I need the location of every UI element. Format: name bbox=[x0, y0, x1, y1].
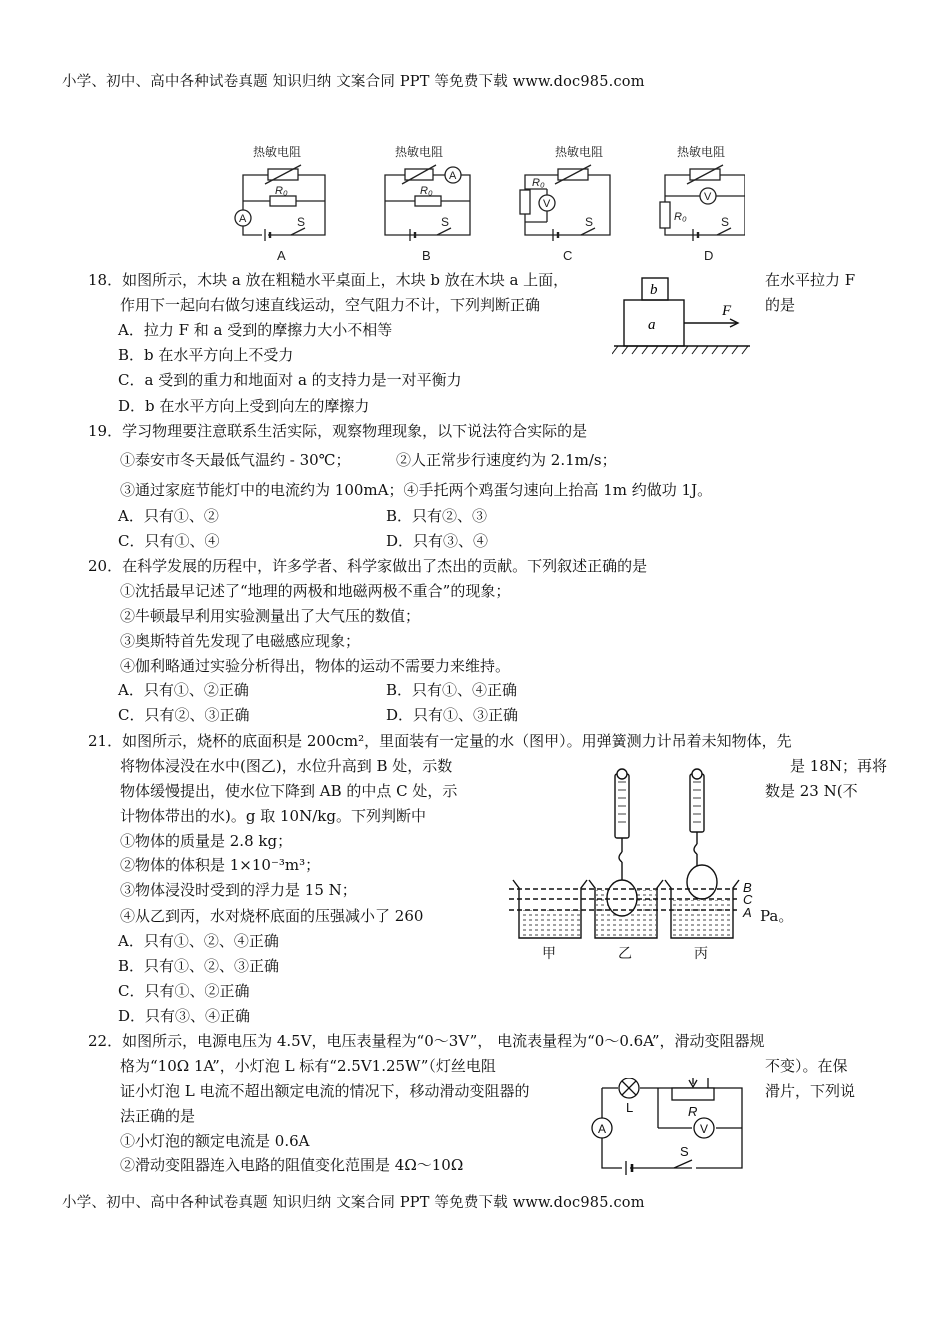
q19-option-d: D．只有③、④ bbox=[386, 532, 489, 550]
r0-label-c: R₀ bbox=[532, 177, 545, 189]
q22-line2-end: 不变）。在保 bbox=[765, 1057, 848, 1075]
level-a-label: A bbox=[743, 905, 752, 920]
q22-line1: 22．如图所示，电源电压为 4.5V，电压表量程为“0～3V”， 电流表量程为“0～0.6A”，滑动变阻器规 bbox=[88, 1032, 765, 1050]
q20-stem: 20．在科学发展的历程中，许多学者、科学家做出了杰出的贡献。下列叙述正确的是 bbox=[88, 557, 648, 575]
q21-statement-4-end: Pa。 bbox=[760, 907, 794, 925]
q21-line2: 将物体浸没在水中(图乙)，水位升高到 B 处，示数 bbox=[120, 757, 453, 775]
beaker-yi-label: 乙 bbox=[618, 945, 632, 961]
switch-label-d: S bbox=[721, 215, 730, 229]
option-label-a: A bbox=[277, 248, 286, 263]
q18-block-figure bbox=[612, 274, 752, 360]
level-b-label: B bbox=[743, 880, 752, 895]
q22-line3-end: 滑片，下列说 bbox=[765, 1082, 856, 1100]
q21-option-d: D．只有③、④正确 bbox=[118, 1007, 251, 1025]
q22-line3: 证小灯泡 L 电流不超出额定电流的情况下，移动滑动变阻器的 bbox=[120, 1082, 530, 1100]
q19-statement-1: ①泰安市冬天最低气温约 - 30℃； bbox=[120, 451, 351, 469]
q19-stem: 19．学习物理要注意联系生活实际，观察物理现象，以下说法符合实际的是 bbox=[88, 422, 588, 440]
block-a-label: a bbox=[648, 317, 656, 333]
option-label-d: D bbox=[704, 248, 714, 263]
page-footer: 小学、初中、高中各种试卷真题 知识归纳 文案合同 PPT 等免费下载 www.doc985.com bbox=[62, 1195, 645, 1211]
voltmeter-label-d: V bbox=[704, 191, 712, 203]
q21-line2-end: 是 18N；再将 bbox=[790, 757, 887, 775]
q18-option-d: D．b 在水平方向上受到向左的摩擦力 bbox=[118, 397, 370, 415]
q20-option-d: D．只有①、③正确 bbox=[386, 706, 519, 724]
q21-option-c: C．只有①、②正确 bbox=[118, 982, 250, 1000]
q18-option-c: C．a 受到的重力和地面对 a 的支持力是一对平衡力 bbox=[118, 371, 462, 389]
q19-option-a: A．只有①、② bbox=[118, 507, 219, 525]
q21-statement-4: ④从乙到丙，水对烧杯底面的压强减小了 260 bbox=[120, 907, 424, 925]
q20-option-a: A．只有①、②正确 bbox=[118, 681, 249, 699]
r0-label-d: R₀ bbox=[674, 211, 687, 223]
q21-line3: 物体缓慢提出，使水位下降到 AB 的中点 C 处，示 bbox=[120, 782, 458, 800]
q19-option-b: B．只有②、③ bbox=[386, 507, 488, 525]
ammeter-label-a: A bbox=[239, 213, 247, 225]
level-c-label: C bbox=[743, 892, 753, 907]
option-label-c: C bbox=[563, 248, 573, 263]
voltmeter-label-c: V bbox=[543, 198, 551, 210]
force-f-label: F bbox=[722, 303, 732, 319]
switch-label-a: S bbox=[297, 215, 306, 229]
ammeter-label: A bbox=[598, 1122, 607, 1136]
q21-statement-2: ②物体的体积是 1×10⁻³m³； bbox=[120, 856, 321, 874]
q18-line2: 作用下一起向右做匀速直线运动，空气阻力不计，下列判断正确 bbox=[120, 296, 541, 314]
q20-option-c: C．只有②、③正确 bbox=[118, 706, 250, 724]
switch-label-c: S bbox=[585, 215, 594, 229]
block-b-label: b bbox=[650, 282, 658, 298]
q21-line4: 计物体带出的水)。g 取 10N/kg。下列判断中 bbox=[120, 807, 426, 825]
q22-line4: 法正确的是 bbox=[120, 1107, 196, 1125]
q21-beaker-figure bbox=[505, 768, 757, 968]
thermistor-label-b: 热敏电阻 bbox=[395, 145, 444, 159]
q20-statement-1: ①沈括最早记述了“地理的两极和地磁两极不重合”的现象； bbox=[120, 582, 511, 600]
beaker-jia-label: 甲 bbox=[542, 945, 556, 961]
lamp-l-label: L bbox=[626, 1100, 634, 1115]
switch-label-b: S bbox=[441, 215, 450, 229]
thermistor-label-d: 热敏电阻 bbox=[677, 145, 726, 159]
q21-statement-3: ③物体浸没时受到的浮力是 15 N； bbox=[120, 881, 357, 899]
switch-s-label: S bbox=[680, 1144, 689, 1159]
page-header: 小学、初中、高中各种试卷真题 知识归纳 文案合同 PPT 等免费下载 www.doc985.com bbox=[62, 74, 645, 90]
ammeter-label-b: A bbox=[449, 170, 457, 182]
q18-option-a: A．拉力 F 和 a 受到的摩擦力大小不相等 bbox=[118, 321, 393, 339]
option-label-b: B bbox=[422, 248, 431, 263]
q22-circuit-figure bbox=[588, 1078, 748, 1178]
q20-statement-4: ④伽利略通过实验分析得出，物体的运动不需要力来维持。 bbox=[120, 657, 511, 675]
q18-line1: 18．如图所示，木块 a 放在粗糙水平桌面上，木块 b 放在木块 a 上面， bbox=[88, 271, 569, 289]
q22-statement-2: ②滑动变阻器连入电路的阻值变化范围是 4Ω～10Ω bbox=[120, 1156, 464, 1174]
q22-statement-1: ①小灯泡的额定电流是 0.6A bbox=[120, 1132, 310, 1150]
rheostat-r-label: R bbox=[688, 1104, 698, 1119]
thermistor-label-a: 热敏电阻 bbox=[253, 145, 302, 159]
q19-statement-3: ③通过家庭节能灯中的电流约为 100mA；④手托两个鸡蛋匀速向上抬高 1m 约做功 1J。 bbox=[120, 481, 713, 499]
q21-line1: 21．如图所示，烧杯的底面积是 200cm²，里面装有一定量的水（图甲）。用弹簧测力计吊着未知物体，先 bbox=[88, 732, 792, 750]
q19-option-c: C．只有①、④ bbox=[118, 532, 220, 550]
q21-option-b: B．只有①、②、③正确 bbox=[118, 957, 280, 975]
q20-statement-2: ②牛顿最早利用实验测量出了大气压的数值； bbox=[120, 607, 421, 625]
voltmeter-label: V bbox=[700, 1122, 709, 1136]
q21-line3-end: 数是 23 N(不 bbox=[765, 782, 858, 800]
q20-statement-3: ③奥斯特首先发现了电磁感应现象； bbox=[120, 632, 361, 650]
q21-statement-1: ①物体的质量是 2.8 kg； bbox=[120, 832, 293, 850]
q19-statement-2: ②人正常步行速度约为 2.1m/s； bbox=[396, 451, 617, 469]
beaker-bing-label: 丙 bbox=[694, 945, 708, 961]
thermistor-label-c: 热敏电阻 bbox=[555, 145, 604, 159]
r0-label-a: R₀ bbox=[275, 185, 288, 197]
q20-option-b: B．只有①、④正确 bbox=[386, 681, 518, 699]
q18-option-b: B．b 在水平方向上不受力 bbox=[118, 346, 294, 364]
q22-line2: 格为“10Ω 1A”，小灯泡 L 标有“2.5V1.25W”（灯丝电阻 bbox=[120, 1057, 496, 1075]
q18-line1-end: 在水平拉力 F bbox=[765, 271, 856, 289]
q21-option-a: A．只有①、②、④正确 bbox=[118, 932, 279, 950]
q18-line2-end: 的是 bbox=[765, 296, 796, 314]
r0-label-b: R₀ bbox=[420, 185, 433, 197]
q17-circuit-figure bbox=[225, 140, 745, 265]
